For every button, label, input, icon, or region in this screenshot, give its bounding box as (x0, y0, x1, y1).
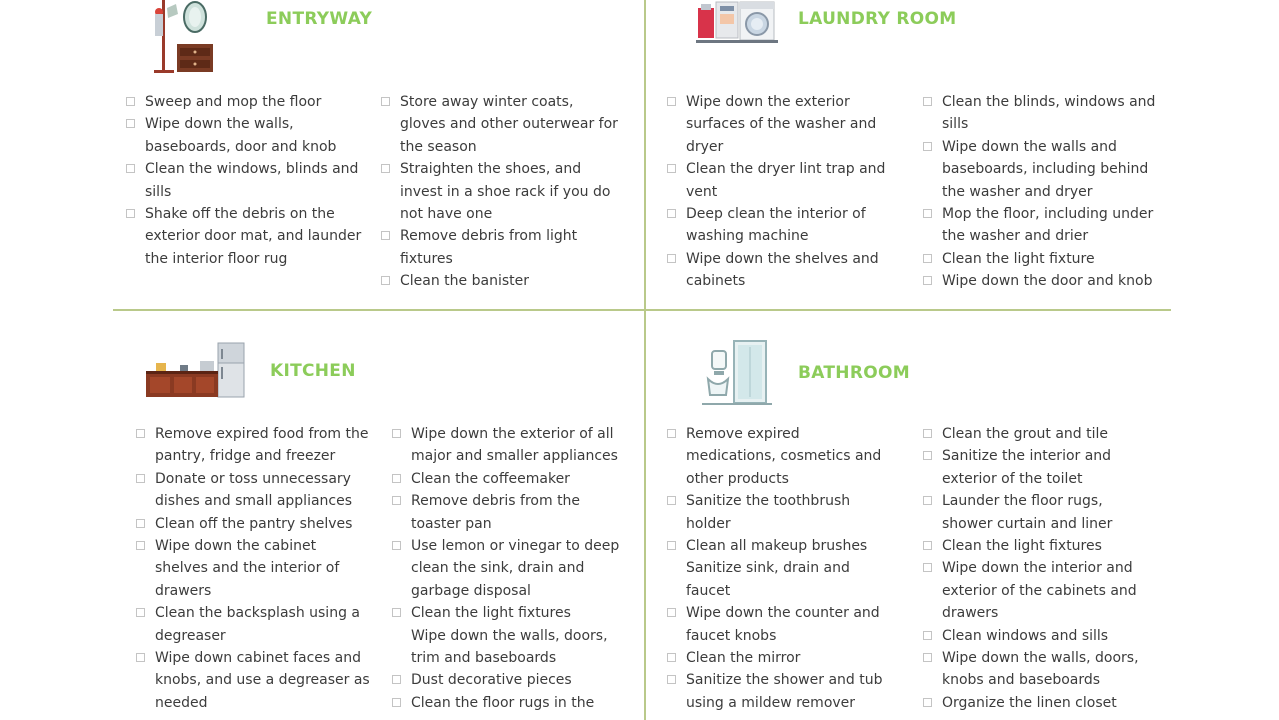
checkbox[interactable] (923, 698, 932, 707)
checklist-item (921, 423, 1157, 445)
checklist-item-text: Clean the backsplash using a degreaser (155, 605, 360, 644)
checkbox[interactable] (923, 631, 932, 640)
checkbox[interactable] (136, 474, 145, 483)
checklist-item (134, 468, 370, 513)
checklist-item (134, 535, 370, 602)
checkbox[interactable] (667, 541, 676, 550)
checklist-item-text: Clean the floor rugs in the (411, 694, 595, 711)
checklist-item (665, 535, 891, 557)
washing-machine-icon (696, 0, 782, 46)
checklist-item (665, 602, 891, 647)
checklist-item (124, 91, 362, 113)
checklist-item (921, 692, 1157, 714)
checkbox[interactable] (923, 254, 932, 263)
entryway-list-2 (379, 91, 623, 293)
checkbox[interactable] (136, 429, 145, 438)
checkbox[interactable] (923, 451, 932, 460)
kitchen-list-1 (134, 423, 370, 714)
checklist-item-text: Wipe down the exterior surfaces of the washer and dryer (686, 94, 877, 155)
checkbox[interactable] (923, 142, 932, 151)
checkbox[interactable] (381, 164, 390, 173)
checklist-item-text: Straighten the shoes, and invest in a shoe rack if you do not have one (400, 161, 611, 223)
checkbox[interactable] (923, 653, 932, 662)
laundry-list-1 (665, 91, 893, 293)
checkbox[interactable] (126, 164, 135, 173)
checkbox[interactable] (667, 653, 676, 662)
shower-icon (700, 339, 776, 407)
checklist-item (665, 91, 893, 158)
checklist-item (390, 535, 632, 602)
checklist-item (134, 647, 370, 714)
checklist-item (124, 203, 362, 270)
checkbox[interactable] (136, 541, 145, 550)
checkbox[interactable] (136, 653, 145, 662)
entryway-title: ENTRYWAY (266, 9, 373, 29)
checkbox[interactable] (126, 119, 135, 128)
checklist-item (390, 625, 632, 670)
checklist-item-text: Clean the grout and tile (942, 426, 1108, 442)
checkbox[interactable] (923, 276, 932, 285)
checklist-item-text: Wipe down the walls and baseboards, including behind the washer and dryer (942, 138, 1149, 200)
checkbox[interactable] (923, 496, 932, 505)
checklist-item-text: Clean the mirror (686, 650, 801, 667)
laundry-title: LAUNDRY ROOM (798, 9, 957, 29)
kitchen-appliances-icon (144, 341, 246, 399)
horizontal-divider (113, 309, 1171, 311)
checkbox[interactable] (392, 541, 401, 550)
checklist-item-text: Clean the coffeemaker (411, 470, 570, 487)
checkbox[interactable] (667, 675, 676, 684)
checklist-item-text: Clean the blinds, windows and sills (942, 94, 1156, 133)
checklist-item (921, 445, 1157, 490)
checklist-item (665, 647, 891, 669)
checklist-item (665, 490, 891, 535)
checkbox[interactable] (667, 496, 676, 505)
checklist-item (921, 625, 1157, 647)
checklist-item (921, 136, 1161, 203)
checklist-item-text: Remove expired medications, cosmetics and other products (686, 426, 882, 487)
checklist-item (124, 113, 362, 158)
laundry-list-2 (921, 91, 1161, 293)
checkbox[interactable] (381, 231, 390, 240)
checkbox[interactable] (667, 254, 676, 263)
checkbox[interactable] (136, 519, 145, 528)
checklist-item-text: Remove debris from the toaster pan (411, 493, 581, 532)
checkbox[interactable] (381, 276, 390, 285)
checklist-item (665, 203, 893, 248)
checkbox[interactable] (392, 608, 401, 617)
checklist-item-text: Wipe down the walls, baseboards, door and knob (145, 116, 337, 155)
checklist-item-text: Donate or toss unnecessary dishes and small appliances (155, 470, 353, 510)
checkbox[interactable] (667, 97, 676, 106)
checkbox[interactable] (923, 541, 932, 550)
checkbox[interactable] (923, 209, 932, 218)
checkbox[interactable] (392, 698, 401, 707)
checkbox[interactable] (392, 496, 401, 505)
checklist-item-text: Wipe down the shelves and cabinets (686, 250, 879, 290)
checklist-item (665, 158, 893, 203)
checklist-item (390, 423, 632, 468)
checkbox[interactable] (667, 608, 676, 617)
checklist-item-text: Dust decorative pieces (411, 672, 572, 689)
checklist-item (921, 203, 1161, 248)
checkbox[interactable] (667, 209, 676, 218)
checklist-item-text: Sweep and mop the floor (145, 94, 322, 110)
checklist-item (390, 468, 632, 490)
checklist-item (921, 647, 1157, 692)
vertical-divider (644, 0, 646, 720)
checklist-item (134, 513, 370, 535)
checklist-item (921, 557, 1157, 624)
checklist-item-text: Sanitize the toothbrush holder (686, 493, 851, 532)
checkbox[interactable] (126, 97, 135, 106)
checkbox[interactable] (923, 429, 932, 438)
checklist-item (921, 490, 1157, 535)
checkbox[interactable] (392, 429, 401, 438)
checklist-item-text: Wipe down the counter and faucet knobs (686, 605, 880, 644)
checklist-item (921, 91, 1161, 136)
checklist-item (379, 158, 623, 225)
checklist-item-text: Clean all makeup brushes (686, 538, 868, 555)
checkbox[interactable] (392, 675, 401, 684)
checklist-item-text: Sanitize the interior and exterior of the toilet (942, 448, 1112, 487)
checklist-item-text: Clean the light fixture (942, 250, 1095, 267)
bathroom-list-2 (921, 423, 1157, 714)
checklist-item-text: Shake off the debris on the exterior door mat, and launder the interior floor rug (145, 206, 362, 267)
checklist-item-text: Sanitize sink, drain and faucet (686, 560, 850, 599)
checklist-item-text: Organize the linen closet (942, 694, 1117, 711)
checkbox[interactable] (923, 563, 932, 572)
checklist-item-text: Mop the floor, including under the washer and drier (942, 206, 1154, 245)
checklist-item-text: Clean the dryer lint trap and vent (686, 161, 886, 200)
checklist-item-text: Wipe down the cabinet shelves and the interior of drawers (155, 538, 340, 599)
checklist-item (390, 692, 632, 714)
checklist-item-text: Clean the windows, blinds and sills (145, 161, 359, 200)
kitchen-list-2 (390, 423, 632, 714)
checkbox[interactable] (667, 164, 676, 173)
checklist-item-text: Use lemon or vinegar to deep clean the sink, drain and garbage disposal (411, 538, 620, 599)
kitchen-title: KITCHEN (270, 361, 356, 381)
checkbox[interactable] (381, 97, 390, 106)
checklist-item (379, 225, 623, 270)
checklist-item-text: Wipe down the exterior of all major and smaller appliances (411, 426, 618, 465)
checklist-item (665, 423, 891, 490)
checklist-item-text: Remove expired food from the pantry, fridge and freezer (155, 426, 369, 465)
checklist-item (921, 535, 1157, 557)
checklist-item (921, 248, 1161, 270)
checklist-item-text: Wipe down cabinet faces and knobs, and use a degreaser as needed (155, 650, 370, 711)
checklist-item-text: Sanitize the shower and tub using a mildew remover (686, 672, 883, 711)
checklist-item-text: Clean windows and sills (942, 627, 1109, 644)
checklist-item-text: Remove debris from light fixtures (400, 228, 578, 267)
checklist-item-text: Wipe down the walls, doors, knobs and baseboards (942, 650, 1139, 689)
checkbox[interactable] (923, 97, 932, 106)
checklist-item-text: Clean the light fixtures (411, 605, 571, 622)
checklist-item (134, 602, 370, 647)
checklist-item (124, 158, 362, 203)
entryway-list-1 (124, 91, 362, 270)
checklist-item-text: Wipe down the door and knob (942, 273, 1153, 290)
checklist-item-text: Store away winter coats, gloves and other outerwear for the season (400, 94, 618, 155)
checklist-item (379, 91, 623, 158)
checklist-item-text: Clean the banister (400, 273, 529, 290)
checklist-item (665, 557, 891, 602)
checklist-item (665, 669, 891, 714)
checklist-item (390, 602, 632, 624)
checkbox[interactable] (392, 474, 401, 483)
checklist-item (665, 248, 893, 293)
checklist-item-text: Deep clean the interior of washing machine (686, 206, 866, 245)
bathroom-title: BATHROOM (798, 363, 910, 383)
coat-rack-icon (150, 0, 230, 76)
checklist-item-text: Wipe down the interior and exterior of the cabinets and drawers (942, 560, 1137, 622)
checklist-item (390, 490, 632, 535)
checklist-item-text: Launder the floor rugs, shower curtain and liner (942, 493, 1113, 532)
checkbox[interactable] (136, 608, 145, 617)
checklist-item-text: Wipe down the walls, doors, trim and baseboards (411, 627, 608, 667)
checklist-item (390, 669, 632, 691)
checkbox[interactable] (126, 209, 135, 218)
checklist-item (134, 423, 370, 468)
bathroom-list-1 (665, 423, 891, 714)
checkbox[interactable] (667, 429, 676, 438)
checklist-item-text: Clean the light fixtures (942, 538, 1102, 555)
checklist-item-text: Clean off the pantry shelves (155, 515, 353, 532)
checklist-item (379, 270, 623, 292)
checklist-item (921, 270, 1161, 292)
